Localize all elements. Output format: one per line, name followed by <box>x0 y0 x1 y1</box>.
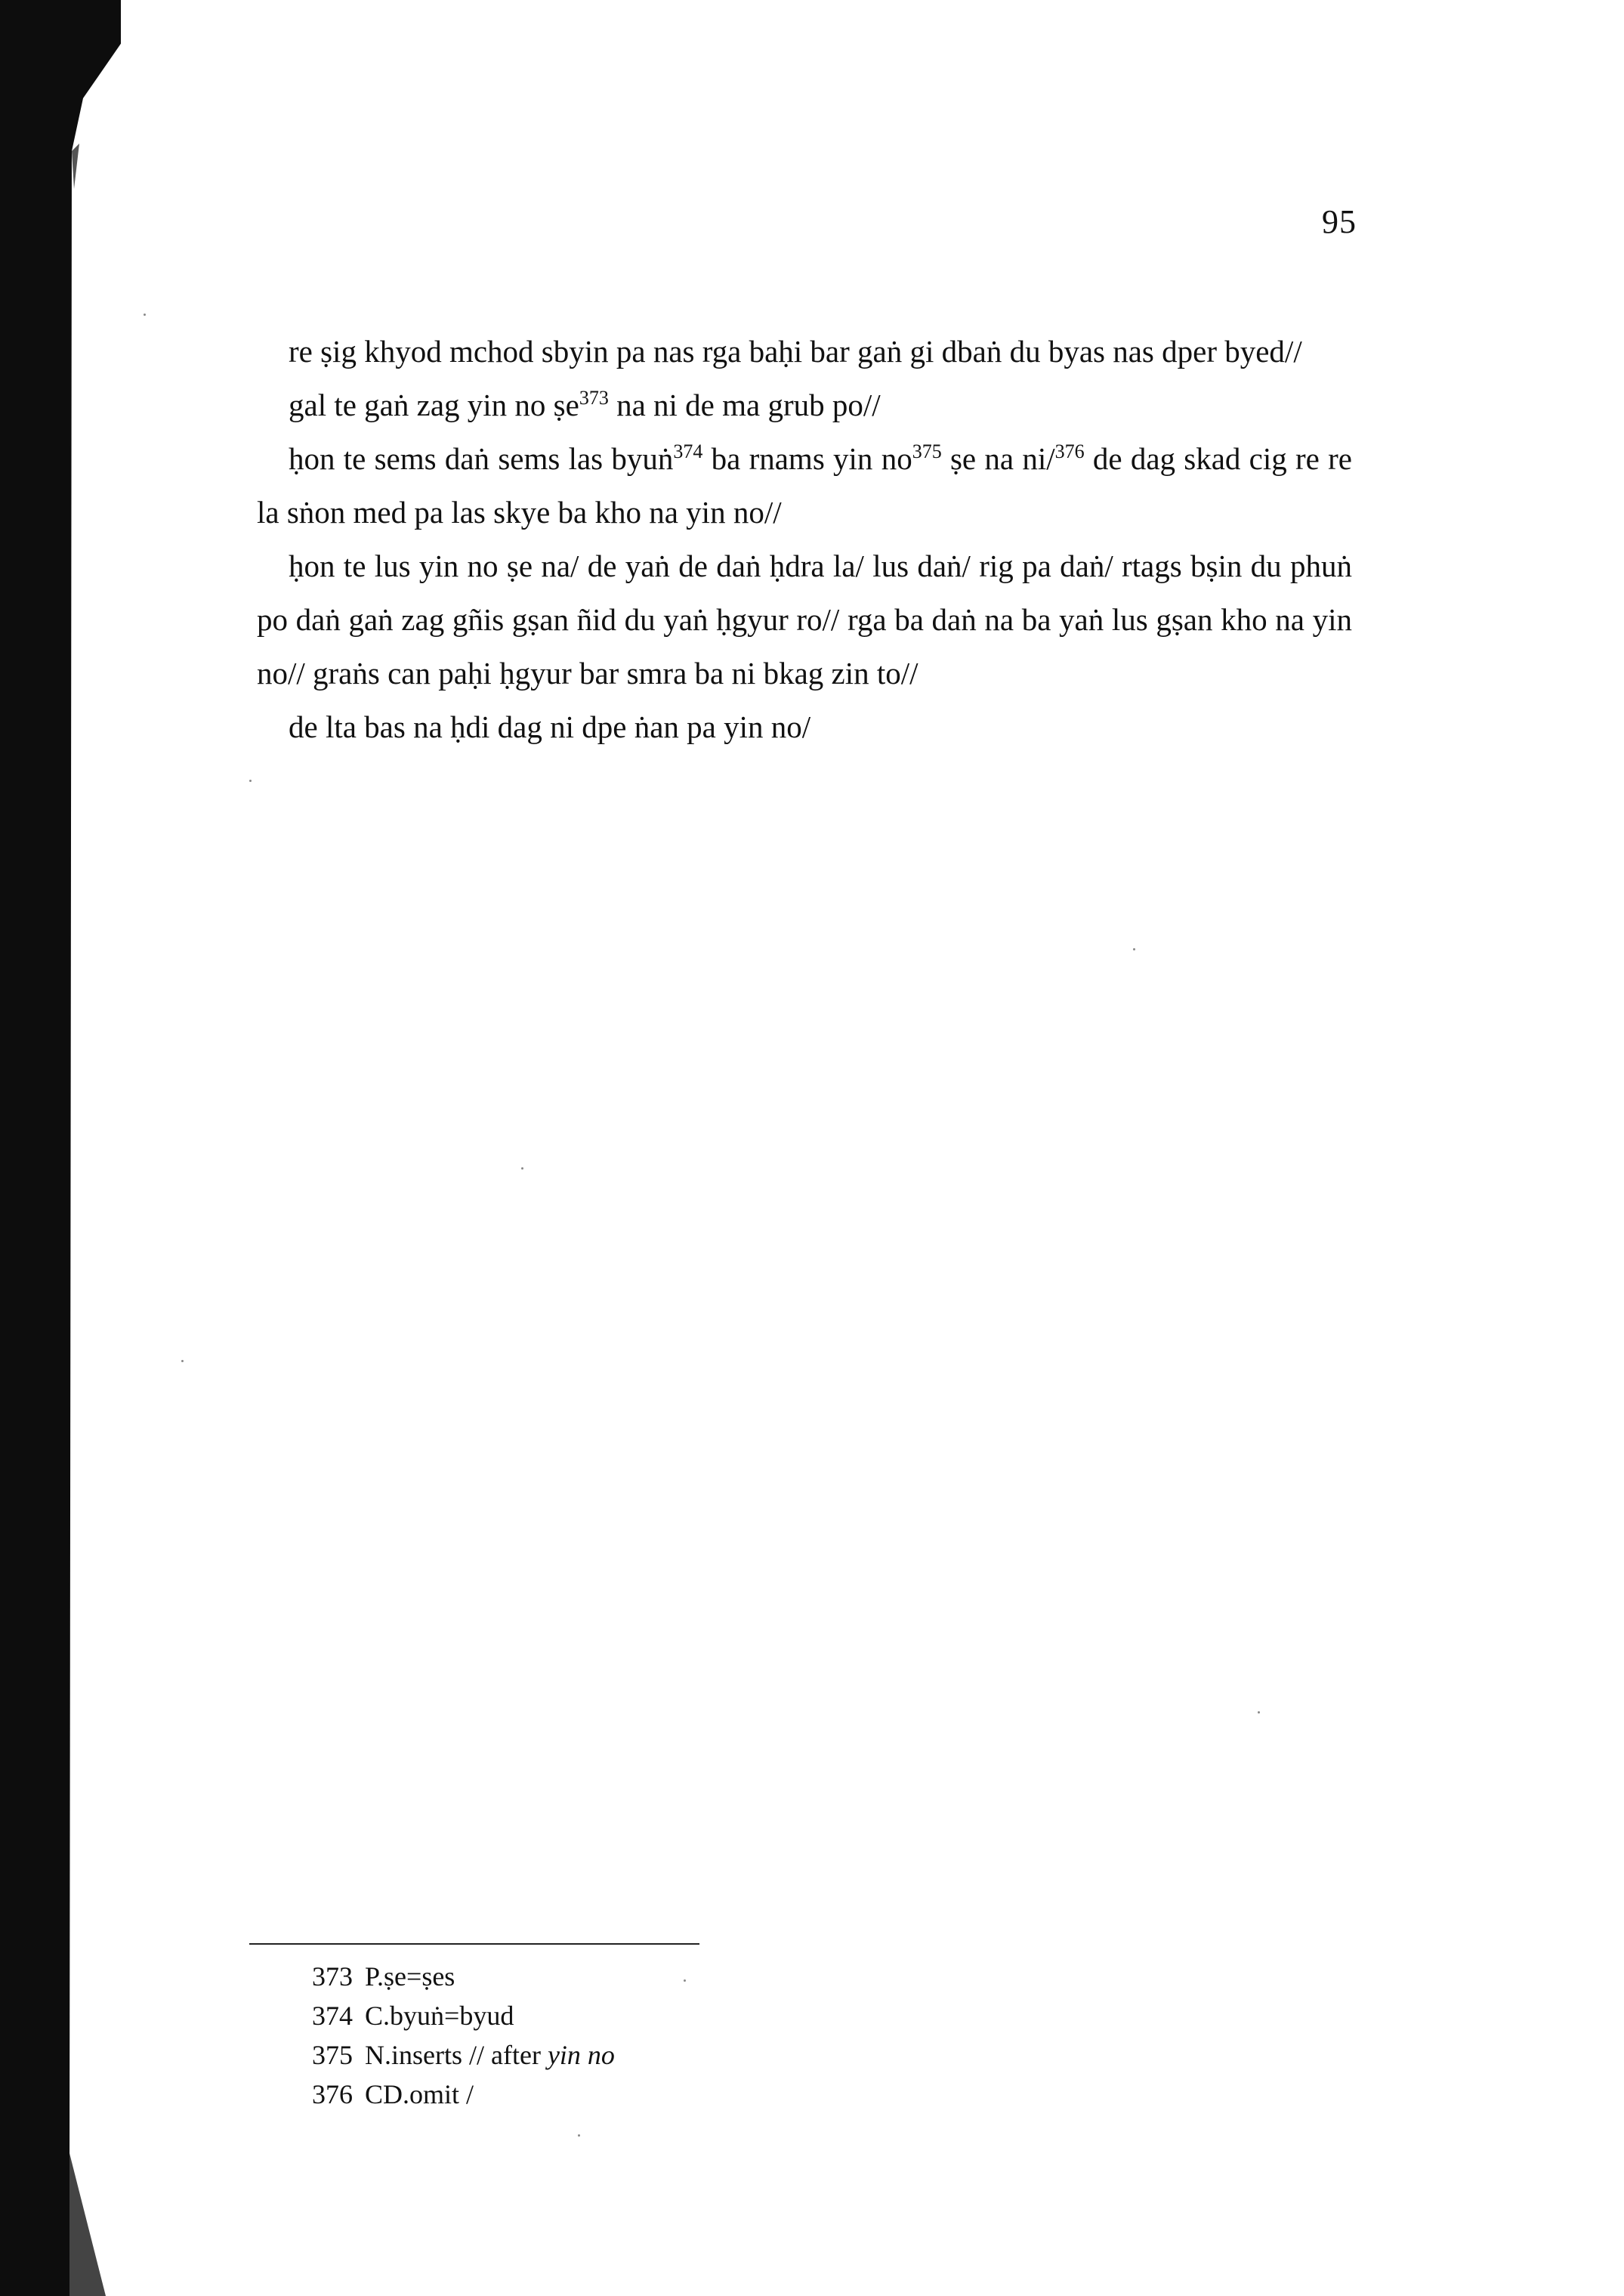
text-run: ḥon te lus yin no ṣe na/ de yaṅ de daṅ ḥdra la/ lus daṅ/ rig pa daṅ/ rtags bṣin du phuṅ po daṅ gaṅ zag gñis gṣan ñid du yaṅ ḥgyur ro// rga ba daṅ na ba yaṅ lus gṣan kho na yin no// graṅs can paḥi ḥgyur bar smra ba ni bkag zin to// <box>257 549 1352 691</box>
scan-speck <box>144 314 146 316</box>
footnote-italic: yin no <box>547 2040 615 2070</box>
footnote-number: 374 <box>312 2001 353 2031</box>
footnote-number: 375 <box>312 2040 353 2070</box>
footnotes <box>312 1957 615 2114</box>
text-run: ḥon te sems daṅ sems las byuṅ <box>289 441 674 476</box>
text-run: gal te gaṅ zag yin no ṣe <box>289 388 579 422</box>
text-run: ṣe na ni/ <box>941 441 1055 476</box>
paragraph-p2 <box>257 379 1352 432</box>
text-run: de lta bas na ḥdi dag ni dpe ṅan pa yin no/ <box>289 709 811 744</box>
text-run: de dag skad cig re re la sṅon med pa las skye ba kho na yin no// <box>257 441 1352 530</box>
paragraph-p4 <box>257 539 1352 700</box>
scan-speck <box>249 780 252 782</box>
scan-speck <box>684 1979 686 1982</box>
footnote-ref[interactable]: 374 <box>673 440 703 462</box>
paragraph-p5 <box>257 700 1352 754</box>
footnote-text: C.byuṅ=byud <box>365 2001 514 2031</box>
footnote-text: N.inserts // after <box>365 2040 548 2070</box>
main-text <box>257 325 1352 754</box>
scan-speck <box>181 1360 184 1362</box>
footnote-375 <box>312 2035 615 2075</box>
scan-speck <box>1258 1711 1260 1714</box>
text-run: na ni de ma grub po// <box>608 388 881 422</box>
paragraph-p3 <box>257 432 1352 539</box>
footnote-374 <box>312 1996 615 2035</box>
footnote-ref[interactable]: 375 <box>912 440 942 462</box>
page-number: 95 <box>1322 203 1357 240</box>
footnote-text: CD.omit / <box>365 2079 474 2109</box>
footnote-373 <box>312 1957 615 1996</box>
scan-speck <box>521 1167 523 1170</box>
text-run: ba rnams yin no <box>702 441 912 476</box>
paragraph-p1 <box>257 325 1352 379</box>
footnote-number: 373 <box>312 1961 353 1992</box>
scan-speck <box>578 2134 580 2137</box>
scan-speck <box>1133 948 1135 950</box>
footnote-376 <box>312 2075 615 2114</box>
text-run: re ṣig khyod mchod sbyin pa nas rga baḥi bar gaṅ gi dbaṅ du byas nas dper byed// <box>289 334 1302 369</box>
footnote-text: P.ṣe=ṣes <box>365 1961 455 1992</box>
binding-shadow <box>0 0 121 2296</box>
footnote-ref[interactable]: 373 <box>579 387 609 409</box>
footnote-ref[interactable]: 376 <box>1054 440 1085 462</box>
footnote-separator <box>249 1943 699 1945</box>
footnote-number: 376 <box>312 2079 353 2109</box>
